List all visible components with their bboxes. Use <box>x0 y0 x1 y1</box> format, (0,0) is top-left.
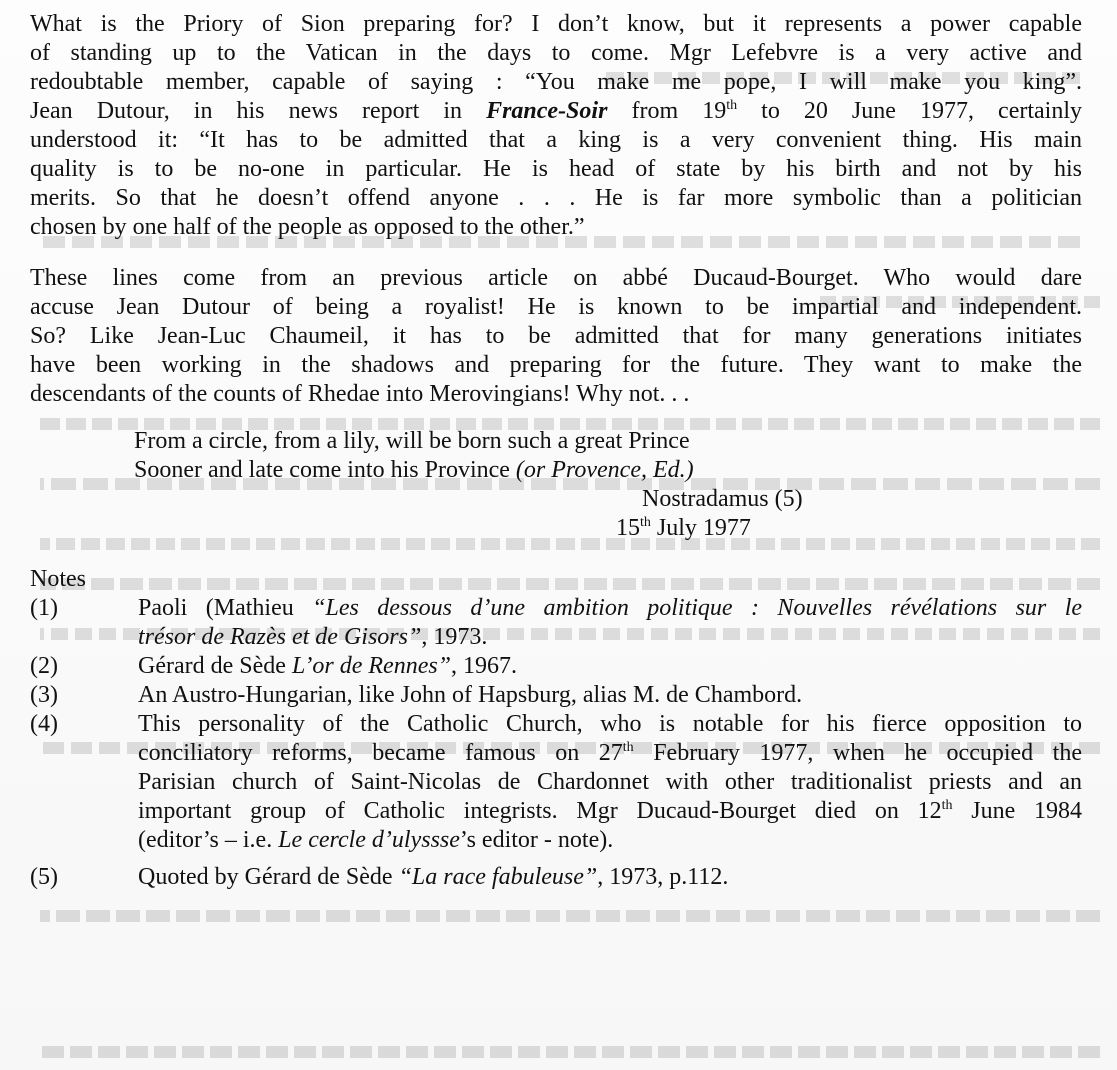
text-run: Sooner and late come into his Province <box>134 457 516 483</box>
nostradamus-quote <box>134 427 1082 485</box>
text-run: 15 <box>616 515 640 541</box>
publication-title: Le cercle d’ulyssse <box>278 827 460 853</box>
text-line: descendants of the counts of Rhedae into Merovingians! Why not. . . <box>30 381 690 407</box>
book-title: trésor de Razès et de Gisors” <box>138 624 422 650</box>
note-text <box>138 681 1082 710</box>
text-run: Quoted by Gérard de Sède <box>138 864 399 890</box>
text-line <box>138 594 1082 623</box>
text-run: important group of Catholic integrists. Mgr Ducaud-Bourget died on 12 <box>138 798 942 824</box>
note-number: (2) <box>30 653 58 679</box>
text-run: February 1977, when he occupied the <box>633 740 1083 766</box>
note-text <box>138 652 1082 681</box>
text-line: understood it: “It has to be admitted that a king is a very convenient thing. His main <box>30 127 1082 153</box>
text-line: redoubtable member, capable of saying : “You make me pope, I will make you king”. <box>30 69 1082 95</box>
text-line <box>138 739 1082 768</box>
quote-line: From a circle, from a lily, will be born such a great Prince <box>134 428 690 454</box>
note-number: (1) <box>30 595 58 621</box>
text-line: of standing up to the Vatican in the days to come. Mgr Lefebvre is a very active and <box>30 40 1082 66</box>
text-run: Jean Dutour, in his news report in <box>30 98 487 124</box>
text-run: from 19 <box>607 98 727 124</box>
text-line: An Austro-Hungarian, like John of Hapsburg, alias M. de Chambord. <box>138 682 803 708</box>
text-line: Parisian church of Saint-Nicolas de Chardonnet with other traditionalist priests and an <box>138 769 1082 795</box>
text-line: accuse Jean Dutour of being a royalist! He is known to be impartial and independent. <box>30 294 1082 320</box>
note-2 <box>30 652 1082 681</box>
newspaper-title: France-Soir <box>486 98 608 124</box>
text-line <box>138 826 1082 855</box>
text-run: June 1984 <box>952 798 1083 824</box>
text-run: July 1977 <box>650 515 751 541</box>
note-4 <box>30 710 1082 855</box>
quote-date <box>616 514 1082 543</box>
text-line: merits. So that he doesn’t offend anyone . . . He is far more symbolic than a politician <box>30 185 1082 211</box>
text-run: to 20 June 1977, certainly <box>737 98 1082 124</box>
text-run: ’s editor - note). <box>459 827 614 853</box>
text-run: , 1967. <box>451 653 518 679</box>
text-line <box>138 797 1082 826</box>
notes-heading: Notes <box>30 566 86 592</box>
text-line: These lines come from an previous article on abbé Ducaud-Bourget. Who would dare <box>30 265 1082 291</box>
note-number: (3) <box>30 682 58 708</box>
text-run: Gérard de Sède <box>138 653 292 679</box>
paragraph-ducaud-bourget <box>30 264 1082 409</box>
text-run: , 1973, p.112. <box>597 864 729 890</box>
book-title: “Les dessous d’une ambition politique : Nouvelles révélations sur le <box>312 595 1083 621</box>
ordinal-suffix: th <box>941 798 953 813</box>
text-run: (editor’s – i.e. <box>138 827 279 853</box>
text-line <box>138 652 1082 681</box>
quote-attribution: Nostradamus (5) <box>642 486 803 512</box>
note-text <box>138 594 1082 652</box>
paragraph-priory-of-sion <box>30 10 1082 242</box>
text-run: Paoli (Mathieu <box>138 595 313 621</box>
text-run: conciliatory reforms, became famous on 27 <box>138 740 623 766</box>
text-line: quality is to be no-one in particular. He is head of state by his birth and not by his <box>30 156 1082 182</box>
text-line: This personality of the Catholic Church, who is notable for his fierce opposition to <box>138 711 1082 737</box>
note-5 <box>30 863 1082 892</box>
text-line: So? Like Jean-Luc Chaumeil, it has to be admitted that for many generations initiates <box>30 323 1082 349</box>
note-1 <box>30 594 1082 652</box>
text-line: have been working in the shadows and preparing for the future. They want to make the <box>30 352 1082 378</box>
quote-line <box>134 456 1082 485</box>
note-number: (5) <box>30 864 58 890</box>
ordinal-suffix: th <box>622 740 634 755</box>
ordinal-suffix: th <box>726 98 738 113</box>
ordinal-suffix: th <box>640 515 651 530</box>
note-text <box>138 710 1082 855</box>
book-title: “La race fabuleuse” <box>398 864 598 890</box>
text-line <box>138 863 1082 892</box>
text-line: What is the Priory of Sion preparing for? I don’t know, but it represents a power capable <box>30 11 1082 37</box>
note-number: (4) <box>30 711 58 737</box>
text-run: , 1973. <box>421 624 488 650</box>
note-3 <box>30 681 1082 710</box>
document-body <box>30 10 1082 892</box>
text-line <box>138 623 1082 652</box>
book-title: L’or de Rennes” <box>291 653 452 679</box>
note-text <box>138 863 1082 892</box>
text-line: chosen by one half of the people as opposed to the other.” <box>30 214 585 240</box>
text-line <box>30 97 1082 126</box>
editor-aside: (or Provence, Ed.) <box>515 457 694 483</box>
